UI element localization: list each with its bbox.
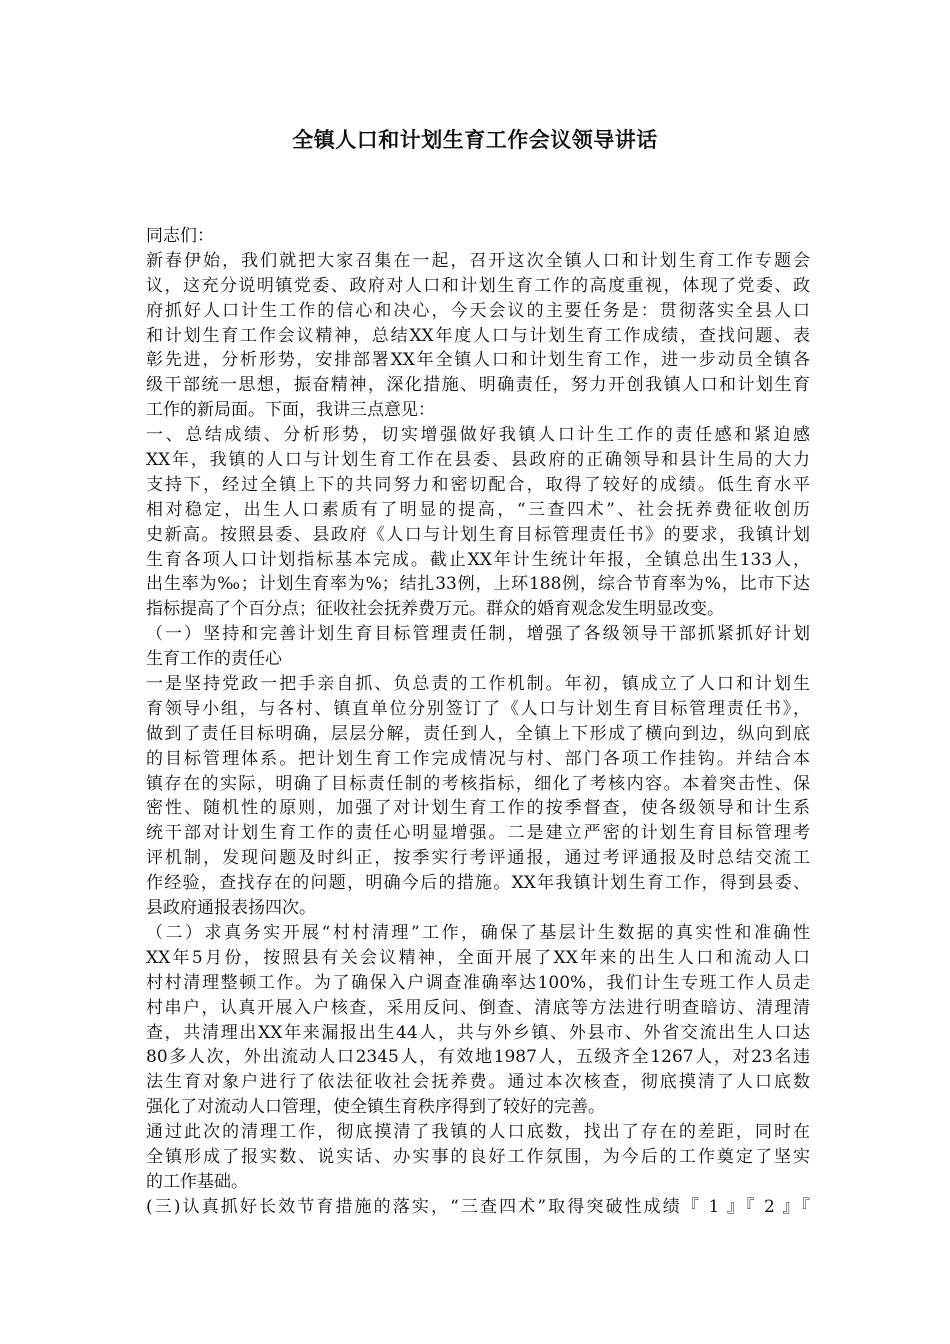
document-title: 全镇人口和计划生育工作会议领导讲话: [292, 128, 658, 152]
text-line: 法生育对象户进行了依法征收社会抚养费。通过本次核查，彻底摸清了人口底数: [146, 1072, 810, 1093]
text-line: 密性、随机性的原则，加强了对计划生育工作的按季督查，使各级领导和计生系: [146, 798, 810, 819]
text-line: 生育工作的责任心: [146, 649, 282, 670]
text-line: 村串户，认真开展入户核查，采用反问、倒查、清底等方法进行明查暗访、清理清: [146, 997, 810, 1018]
text-line: 议，这充分说明镇党委、政府对人口和计划生育工作的高度重视，体现了党委、政: [146, 275, 810, 296]
text-line: 村村清理整顿工作。为了确保入户调查准确率达100%，我们计生专班工作人员走: [146, 972, 810, 993]
text-line: 彰先进，分析形势，安排部署XX年全镇人口和计划生育工作，进一步动员全镇各: [146, 350, 810, 371]
text-line: 同志们：: [146, 226, 214, 246]
text-line: 通过此次的清理工作，彻底摸清了我镇的人口底数，找出了存在的差距，同时在: [146, 1122, 810, 1143]
text-line: 的目标管理体系。把计划生育工作完成情况与村、部门各项工作挂钩。并结合本: [146, 748, 810, 769]
text-line: 80多人次，外出流动人口2345人，有效地1987人，五级齐全1267人，对23名违: [146, 1047, 810, 1068]
text-line: (三)认真抓好长效节育措施的落实，“三查四术”取得突破性成绩『 1 』『 2 』『: [146, 1196, 810, 1217]
text-line: 相对稳定，出生人口素质有了明显的提高，“三查四术”、社会抚养费征收创历: [146, 499, 810, 520]
text-line: XX年，我镇的人口与计划生育工作在县委、县政府的正确领导和县计生局的大力: [146, 450, 810, 471]
text-line: 做到了责任目标明确，层层分解，责任到人，全镇上下形成了横向到边，纵向到底: [146, 723, 810, 744]
text-line: 育领导小组，与各村、镇直单位分别签订了《人口与计划生育目标管理责任书》，: [146, 698, 810, 719]
text-line: 全镇形成了报实数、说实话、办实事的良好工作氛围，为今后的工作奠定了坚实: [146, 1146, 810, 1167]
text-line: 的工作基础。: [146, 1171, 248, 1192]
text-line: （二）求真务实开展“村村清理”工作，确保了基层计生数据的真实性和准确性: [146, 922, 810, 943]
document-body: [146, 224, 810, 1220]
text-line: XX年5月份，按照县有关会议精神，全面开展了XX年来的出生人口和流动人口: [146, 947, 810, 968]
text-line: 工作的新局面。下面，我讲三点意见：: [146, 400, 435, 421]
text-line: 统干部对计划生育工作的责任心明显增强。二是建立严密的计划生育目标管理考: [146, 823, 810, 844]
text-line: 支持下，经过全镇上下的共同努力和密切配合，取得了较好的成绩。低生育水平: [146, 474, 810, 495]
text-line: 指标提高了个百分点；征收社会抚养费万元。群众的婚育观念发生明显改变。: [146, 599, 724, 620]
text-line: 作经验，查找存在的问题，明确今后的措施。XX年我镇计划生育工作，得到县委、: [146, 873, 810, 894]
text-line: 县政府通报表扬四次。: [146, 898, 316, 919]
text-line: 史新高。按照县委、县政府《人口与计划生育目标管理责任书》的要求，我镇计划: [146, 524, 810, 545]
text-line: 和计划生育工作会议精神，总结XX年度人口与计划生育工作成绩，查找问题、表: [146, 325, 810, 346]
text-line: 新春伊始，我们就把大家召集在一起，召开这次全镇人口和计划生育工作专题会: [146, 250, 810, 271]
text-line: 一是坚持党政一把手亲自抓、负总责的工作机制。年初，镇成立了人口和计划生: [146, 674, 810, 695]
text-line: 出生率为‰；计划生育率为%；结扎33例，上环188例，综合节育率为%，比市下达: [146, 574, 810, 595]
text-line: 评机制，发现问题及时纠正，按季实行考评通报，通过考评通报及时总结交流工: [146, 848, 810, 869]
text-line: 生育各项人口计划指标基本完成。截止XX年计生统计年报，全镇总出生133人，: [146, 549, 810, 570]
text-line: 强化了对流动人口管理，使全镇生育秩序得到了较好的完善。: [146, 1097, 605, 1118]
text-line: （一）坚持和完善计划生育目标管理责任制，增强了各级领导干部抓紧抓好计划: [146, 624, 810, 645]
text-line: 一、总结成绩、分析形势，切实增强做好我镇人口计生工作的责任感和紧迫感: [146, 425, 810, 446]
text-line: 镇存在的实际，明确了目标责任制的考核指标，细化了考核内容。本着突击性、保: [146, 773, 810, 794]
text-line: 级干部统一思想，振奋精神，深化措施、明确责任，努力开创我镇人口和计划生育: [146, 375, 810, 396]
text-line: 查，共清理出XX年来漏报出生44人，共与外乡镇、外县市、外省交流出生人口达: [146, 1022, 810, 1043]
text-line: 府抓好人口计生工作的信心和决心，今天会议的主要任务是：贯彻落实全县人口: [146, 300, 810, 321]
